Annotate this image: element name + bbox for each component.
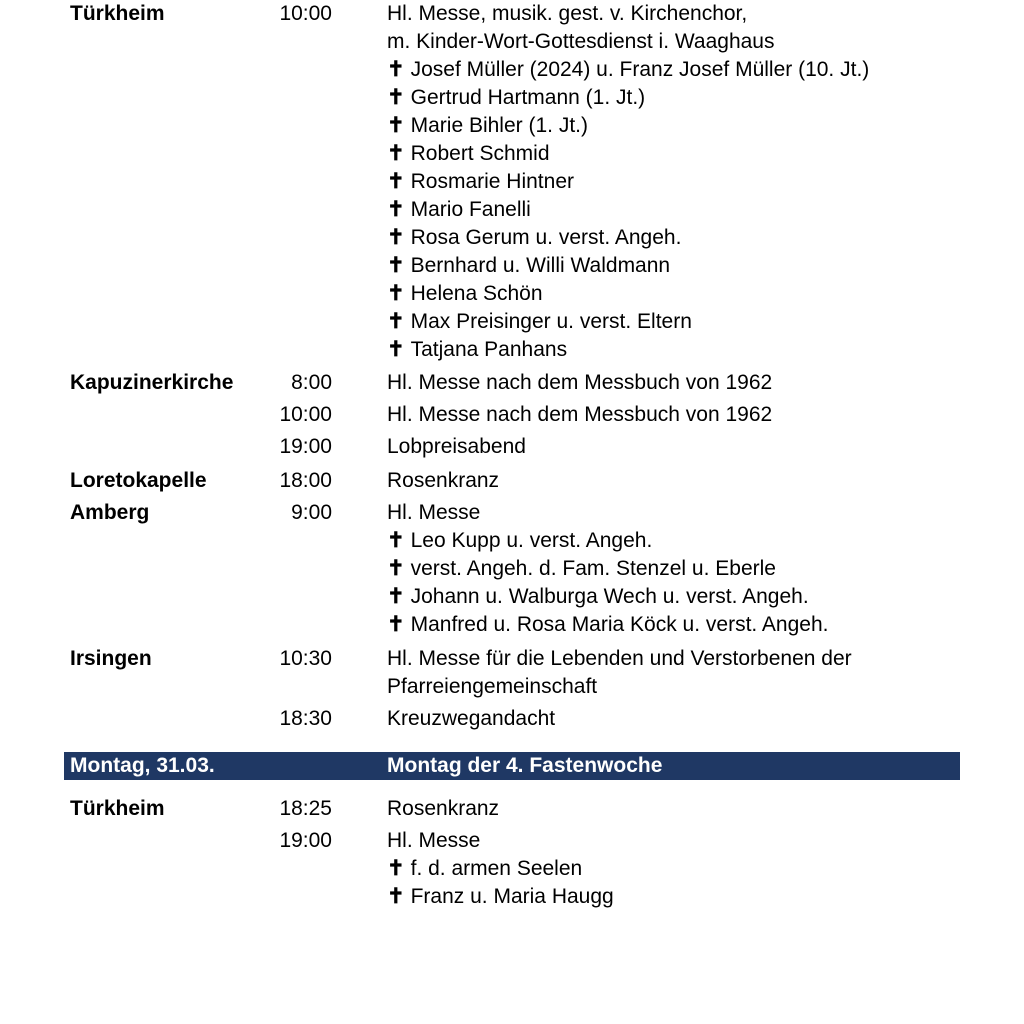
memorial-intention [387,56,967,84]
cross-icon: ✝ [387,857,405,880]
service-description [387,705,967,733]
line-text: Johann u. Walburga Wech u. verst. Angeh. [410,585,809,608]
service-description [387,499,967,639]
service-description [387,467,967,495]
cross-icon: ✝ [387,198,405,221]
cross-icon: ✝ [387,885,405,908]
line-text: Bernhard u. Willi Waldmann [410,254,671,277]
service-time: 18:25 [279,797,332,820]
line-text: Hl. Messe für die Lebenden und Verstorbenen der [387,647,852,670]
line-text: Hl. Messe [387,829,481,852]
location-name: Irsingen [70,647,152,670]
line-text: Franz u. Maria Haugg [410,885,614,908]
memorial-intention [387,555,967,583]
memorial-intention [387,140,967,168]
cross-icon: ✝ [387,170,405,193]
service-time: 8:00 [291,371,332,394]
service-line [387,673,967,701]
line-text: Rosenkranz [387,797,500,820]
line-text: m. Kinder-Wort-Gottesdienst i. Waaghaus [387,30,775,53]
day-header-date: Montag, 31.03. [70,754,215,777]
service-description [387,645,967,701]
service-line [387,0,967,28]
memorial-intention [387,527,967,555]
line-text: Pfarreiengemeinschaft [387,675,598,698]
line-text: Robert Schmid [410,142,550,165]
line-text: f. d. armen Seelen [410,857,583,880]
memorial-intention [387,855,967,883]
line-text: Rosmarie Hintner [410,170,574,193]
service-description [387,433,967,461]
cross-icon: ✝ [387,254,405,277]
cross-icon: ✝ [387,529,405,552]
service-description [387,0,967,364]
service-time: 10:00 [279,403,332,426]
service-line [387,401,967,429]
memorial-intention [387,252,967,280]
line-text: Josef Müller (2024) u. Franz Josef Müller (10. Jt.) [410,58,870,81]
service-description [387,827,967,911]
day-header-title: Montag der 4. Fastenwoche [387,754,663,777]
memorial-intention [387,168,967,196]
service-line [387,795,967,823]
cross-icon: ✝ [387,86,405,109]
service-time: 18:00 [279,469,332,492]
line-text: Leo Kupp u. verst. Angeh. [410,529,653,552]
service-time: 10:30 [279,647,332,670]
memorial-intention [387,196,967,224]
location-name: Kapuzinerkirche [70,371,234,394]
memorial-intention [387,112,967,140]
cross-icon: ✝ [387,58,405,81]
cross-icon: ✝ [387,226,405,249]
memorial-intention [387,611,967,639]
service-description [387,401,967,429]
memorial-intention [387,308,967,336]
cross-icon: ✝ [387,557,405,580]
cross-icon: ✝ [387,114,405,137]
line-text: Hl. Messe nach dem Messbuch von 1962 [387,403,773,426]
location-name: Türkheim [70,797,165,820]
service-time: 19:00 [279,435,332,458]
line-text: Mario Fanelli [410,198,531,221]
memorial-intention [387,224,967,252]
line-text: Max Preisinger u. verst. Eltern [410,310,692,333]
memorial-intention [387,280,967,308]
location-name: Loretokapelle [70,469,207,492]
service-line [387,499,967,527]
line-text: Rosa Gerum u. verst. Angeh. [410,226,682,249]
service-description [387,369,967,397]
service-line [387,827,967,855]
memorial-intention [387,883,967,911]
cross-icon: ✝ [387,338,405,361]
memorial-intention [387,583,967,611]
service-description [387,795,967,823]
line-text: Marie Bihler (1. Jt.) [410,114,588,137]
location-name: Amberg [70,501,150,524]
service-time: 19:00 [279,829,332,852]
service-time: 10:00 [279,2,332,25]
memorial-intention [387,84,967,112]
line-text: verst. Angeh. d. Fam. Stenzel u. Eberle [410,557,776,580]
line-text: Hl. Messe [387,501,481,524]
line-text: Hl. Messe nach dem Messbuch von 1962 [387,371,773,394]
service-time: 9:00 [291,501,332,524]
day-header-banner [64,752,960,780]
cross-icon: ✝ [387,310,405,333]
line-text: Hl. Messe, musik. gest. v. Kirchenchor, [387,2,748,25]
line-text: Gertrud Hartmann (1. Jt.) [410,86,646,109]
service-line [387,645,967,673]
cross-icon: ✝ [387,282,405,305]
line-text: Lobpreisabend [387,435,526,458]
memorial-intention [387,336,967,364]
cross-icon: ✝ [387,142,405,165]
cross-icon: ✝ [387,613,405,636]
line-text: Helena Schön [410,282,543,305]
service-line [387,705,967,733]
line-text: Tatjana Panhans [410,338,568,361]
cross-icon: ✝ [387,585,405,608]
line-text: Kreuzwegandacht [387,707,556,730]
service-line [387,28,967,56]
service-line [387,467,967,495]
line-text: Rosenkranz [387,469,500,492]
service-line [387,433,967,461]
location-name: Türkheim [70,2,165,25]
line-text: Manfred u. Rosa Maria Köck u. verst. Angeh. [410,613,829,636]
service-time: 18:30 [279,707,332,730]
service-line [387,369,967,397]
